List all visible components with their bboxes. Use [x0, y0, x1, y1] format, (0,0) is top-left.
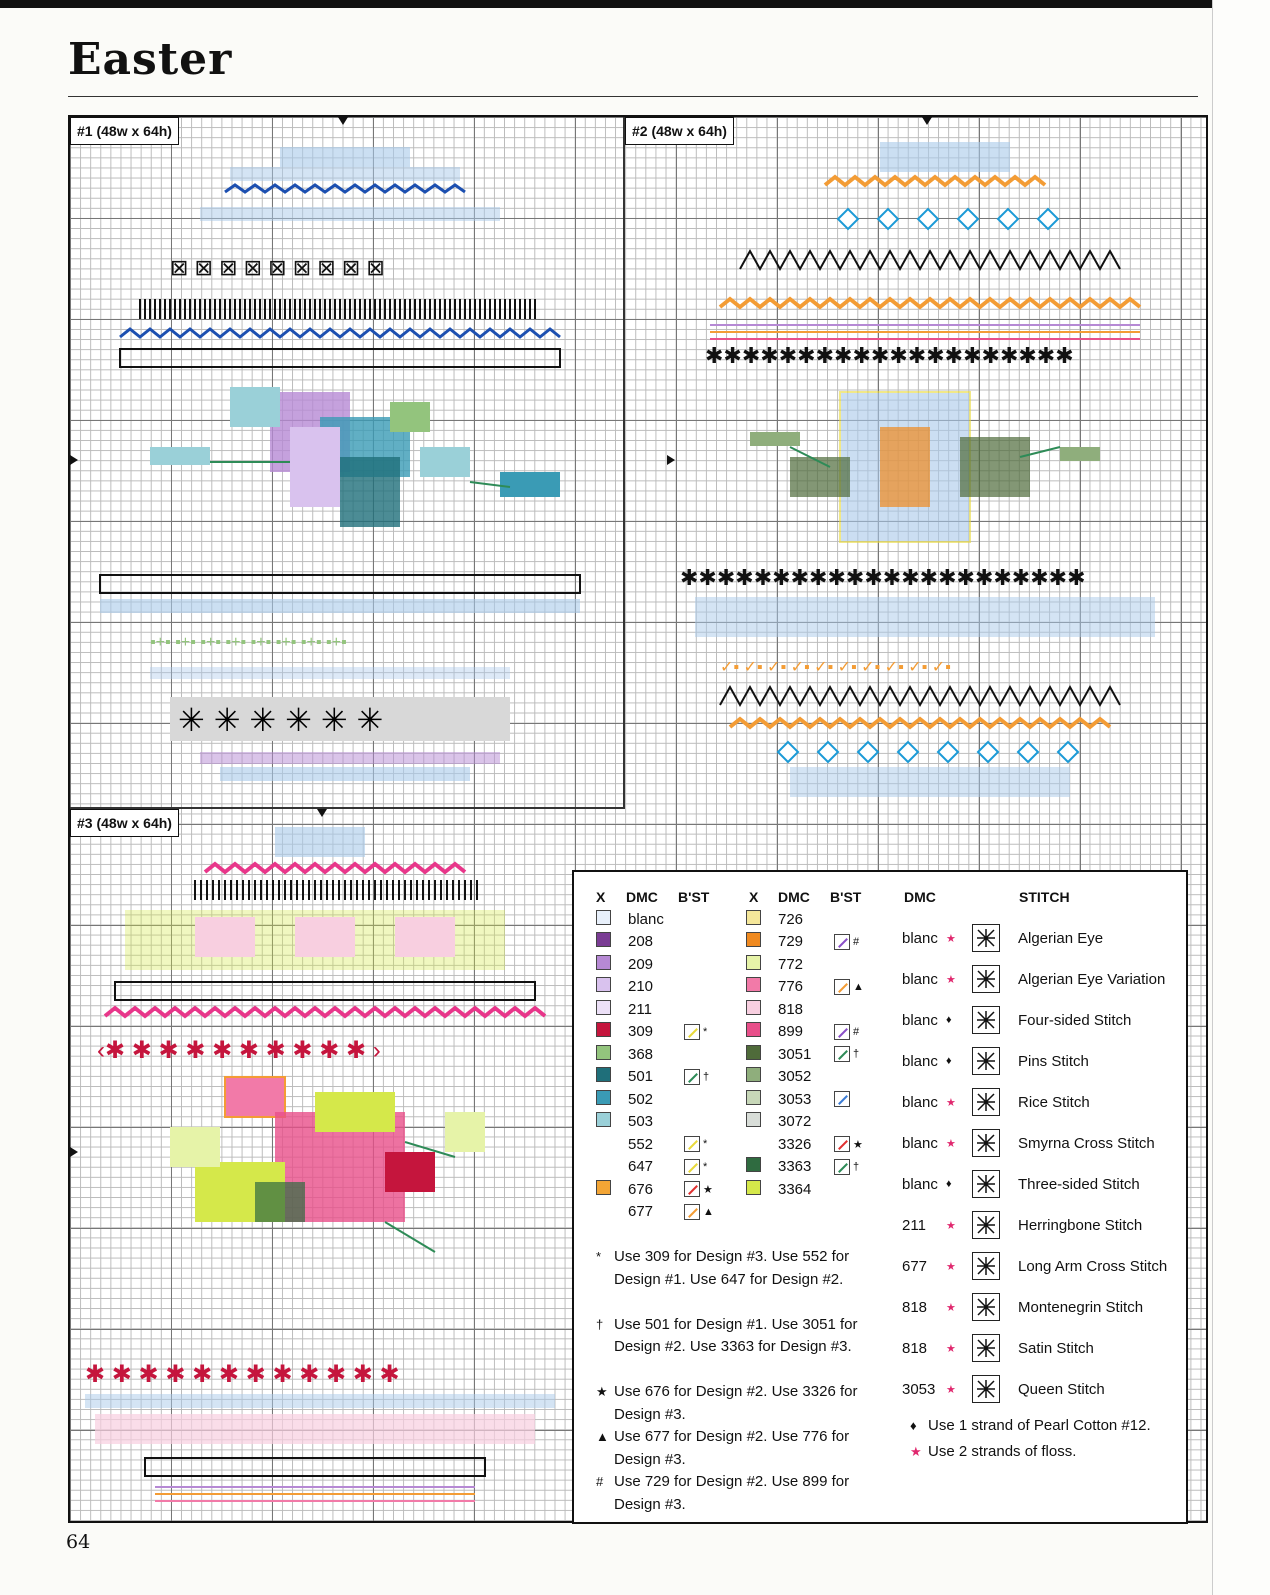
- key-row: [746, 953, 834, 975]
- stitch-symbol: ★: [946, 1342, 956, 1355]
- backstitch-swatch: [684, 1069, 700, 1085]
- key-row: [596, 931, 684, 953]
- color-swatch: [596, 1180, 611, 1195]
- center-arrow-3-side: [70, 1147, 78, 1157]
- key-row: [596, 1021, 707, 1043]
- swatch-cell: [596, 1180, 628, 1199]
- dmc-number: 503: [628, 1113, 654, 1130]
- key-row: [596, 998, 684, 1020]
- footnote: [596, 1381, 874, 1426]
- stitch-dmc: 3053: [902, 1380, 936, 1398]
- herringbone-stitch-icon: [972, 1211, 1000, 1239]
- dmc-number: 209: [628, 955, 654, 973]
- key-row: [746, 1066, 834, 1088]
- stitch-row: [902, 1084, 1090, 1120]
- dmc-number: 818: [778, 1000, 804, 1018]
- top-border: [0, 0, 1270, 8]
- svg-text:‹✱ ✱ ✱ ✱ ✱ ✱ ✱ ✱ ✱ ✱ ›: ‹✱ ✱ ✱ ✱ ✱ ✱ ✱ ✱ ✱ ✱ ›: [97, 1037, 381, 1064]
- four-sided-stitch-icon: [972, 1006, 1000, 1034]
- footnote-symbol: †: [596, 1316, 604, 1332]
- color-swatch: [746, 932, 761, 947]
- backstitch-symbol: ▲: [853, 980, 864, 993]
- key-header-x1: X: [596, 889, 606, 905]
- key-row: [596, 1111, 684, 1133]
- color-swatch: [596, 955, 611, 970]
- dmc-number: 772: [778, 955, 804, 973]
- swatch-cell: [596, 977, 628, 996]
- swatch-cell: [596, 1112, 628, 1131]
- swatch-cell: [746, 977, 778, 996]
- footnote-symbol: ★: [596, 1384, 608, 1399]
- backstitch-swatch: [684, 1136, 700, 1152]
- footnote: [596, 1471, 874, 1516]
- swatch-cell: [746, 910, 778, 929]
- stitch-symbol: ★: [946, 932, 956, 945]
- dmc-number: 899: [778, 1023, 804, 1040]
- footnote-symbol: *: [596, 1249, 602, 1264]
- dmc-number: 368: [628, 1045, 654, 1063]
- color-swatch: [596, 1022, 611, 1037]
- key-header-bst2: B'ST: [830, 889, 862, 905]
- svg-text:⊠ ⊠ ⊠ ⊠ ⊠ ⊠ ⊠ ⊠ ⊠: ⊠ ⊠ ⊠ ⊠ ⊠ ⊠ ⊠ ⊠ ⊠: [170, 255, 385, 280]
- satin-stitch-icon: [972, 1334, 1000, 1362]
- color-swatch: [746, 955, 761, 970]
- swatch-cell: [746, 1112, 778, 1131]
- footnote-symbol: ▲: [596, 1429, 609, 1444]
- backstitch-swatch: [684, 1204, 700, 1220]
- stitch-symbol: ★: [946, 1301, 956, 1314]
- stitch-name: Montenegrin Stitch: [1018, 1298, 1144, 1316]
- stitch-dmc: 818: [902, 1339, 928, 1357]
- backstitch-symbol: ★: [853, 1138, 863, 1151]
- key-row: [746, 931, 859, 953]
- dmc-number: 3051: [778, 1045, 812, 1063]
- footnote-text: Use 729 for Design #2. Use 899 for Design #3.: [614, 1473, 850, 1513]
- svg-text:✱ ✱ ✱ ✱ ✱ ✱ ✱ ✱ ✱ ✱ ✱ ✱: ✱ ✱ ✱ ✱ ✱ ✱ ✱ ✱ ✱ ✱ ✱ ✱: [85, 1361, 400, 1388]
- key-header-dmc2: DMC: [778, 889, 810, 905]
- swatch-cell: [746, 955, 778, 974]
- svg-text:✓▪ ✓▪ ✓▪ ✓▪ ✓▪ ✓▪ ✓▪ ✓▪ ✓▪ ✓▪: ✓▪ ✓▪ ✓▪ ✓▪ ✓▪ ✓▪ ✓▪ ✓▪ ✓▪ ✓▪: [720, 659, 951, 676]
- stitch-row: [902, 1125, 1155, 1161]
- swatch-cell: [596, 910, 628, 929]
- color-swatch: [746, 1000, 761, 1015]
- adjacent-page-edge: [1212, 0, 1270, 1595]
- swatch-cell: [746, 1067, 778, 1086]
- backstitch-symbol: *: [703, 1160, 708, 1173]
- legend-text: Use 1 strand of Pearl Cotton #12.: [928, 1417, 1151, 1434]
- backstitch-swatch: [684, 1159, 700, 1175]
- backstitch-symbol: ★: [703, 1183, 713, 1196]
- stitch-name: Algerian Eye Variation: [1018, 970, 1166, 988]
- center-arrow-2-side: [667, 455, 675, 465]
- svg-text:▪+▪ ▪+▪ ▪+▪ ▪+▪ ▪+▪ ▪+▪: ▪+▪ ▪+▪ ▪+▪ ▪+▪ ▪+▪ ▪+▪ ▪+▪ ▪+▪: [150, 634, 347, 651]
- design-2-label: #2 (48w x 64h): [625, 117, 734, 145]
- algerian-eye-variation-icon: [972, 965, 1000, 993]
- color-swatch: [596, 1000, 611, 1015]
- key-row: [746, 976, 864, 998]
- swatch-cell: [596, 1000, 628, 1019]
- backstitch-symbol: *: [703, 1138, 708, 1150]
- color-swatch: [746, 1022, 761, 1037]
- key-row: [746, 1156, 859, 1178]
- dmc-number: 776: [778, 978, 804, 995]
- center-arrow-1-side: [70, 455, 78, 465]
- design-2-egg-pattern: [680, 127, 1205, 807]
- stitch-dmc: blanc: [902, 1011, 938, 1029]
- design-divider-vertical: [623, 117, 625, 807]
- svg-text:✱✱✱✱✱✱✱✱✱✱✱✱✱✱✱✱✱✱✱✱✱✱: ✱✱✱✱✱✱✱✱✱✱✱✱✱✱✱✱✱✱✱✱✱✱: [680, 565, 1086, 590]
- dmc-number: 501: [628, 1068, 654, 1085]
- key-row: [596, 908, 684, 930]
- stitch-row: [902, 961, 1165, 997]
- key-row: [596, 1043, 684, 1065]
- color-swatch: [746, 1045, 761, 1060]
- backstitch-swatch: [834, 979, 850, 995]
- stitch-dmc: blanc: [902, 970, 938, 988]
- stitch-name: Herringbone Stitch: [1018, 1216, 1143, 1234]
- swatch-cell: [596, 1067, 628, 1086]
- dmc-number: 211: [628, 1000, 652, 1018]
- key-header-bst1: B'ST: [678, 889, 710, 905]
- dmc-number: 729: [778, 933, 804, 950]
- stitch-row: [902, 1207, 1142, 1243]
- swatch-cell: [746, 1157, 778, 1176]
- key-row: [746, 1088, 853, 1110]
- center-arrow-3: [317, 809, 327, 817]
- dmc-number: 502: [628, 1090, 654, 1108]
- stitch-symbol: ♦: [946, 1014, 952, 1026]
- legend-symbol: ★: [910, 1444, 922, 1459]
- backstitch-symbol: †: [853, 1048, 860, 1060]
- stitch-symbol: ★: [946, 973, 956, 986]
- footnote-text: Use 676 for Design #2. Use 3326 for Design #3.: [614, 1383, 858, 1423]
- key-row: [746, 1021, 859, 1043]
- backstitch-swatch: [834, 934, 850, 950]
- stitch-dmc: blanc: [902, 1052, 938, 1070]
- key-header-dmc3: DMC: [904, 889, 936, 905]
- swatch-cell: [746, 1022, 778, 1041]
- color-swatch: [596, 977, 611, 992]
- swatch-cell: [596, 1022, 628, 1041]
- color-swatch: [746, 1067, 761, 1082]
- dmc-number: 726: [778, 910, 804, 928]
- legend-line: [910, 1415, 1151, 1438]
- dmc-number: 3053: [778, 1090, 812, 1108]
- stitch-symbol: ★: [946, 1260, 956, 1273]
- swatch-cell: [596, 955, 628, 974]
- stitch-name: Four-sided Stitch: [1018, 1011, 1132, 1029]
- swatch-cell: [746, 932, 778, 951]
- svg-text:✱✱✱✱✱✱✱✱✱✱✱✱✱✱✱✱✱✱✱✱: ✱✱✱✱✱✱✱✱✱✱✱✱✱✱✱✱✱✱✱✱: [705, 343, 1074, 368]
- svg-text:✳ ✳ ✳ ✳ ✳ ✳: ✳ ✳ ✳ ✳ ✳ ✳: [178, 702, 384, 738]
- design-3-egg-pattern: [85, 822, 605, 1512]
- legend-line: [910, 1441, 1077, 1464]
- color-swatch: [746, 1157, 761, 1172]
- backstitch-symbol: #: [853, 935, 860, 948]
- stitch-name: Long Arm Cross Stitch: [1018, 1257, 1168, 1275]
- key-row: [596, 953, 684, 975]
- color-swatch: [596, 1090, 611, 1105]
- stitch-row: [902, 1330, 1094, 1366]
- backstitch-swatch: [834, 1024, 850, 1040]
- design-3-label: #3 (48w x 64h): [70, 809, 179, 837]
- stitch-symbol: ♦: [946, 1178, 952, 1190]
- dmc-number: 3364: [778, 1180, 812, 1198]
- montenegrin-stitch-icon: [972, 1293, 1000, 1321]
- dmc-number: blanc: [628, 910, 664, 928]
- swatch-cell: [746, 1180, 778, 1199]
- key-row: [596, 1066, 709, 1088]
- stitch-symbol: ★: [946, 1219, 956, 1232]
- swatch-cell: [746, 1045, 778, 1064]
- dmc-number: 3363: [778, 1158, 812, 1175]
- backstitch-symbol: *: [703, 1025, 708, 1038]
- long-arm-cross-stitch-icon: [972, 1252, 1000, 1280]
- stitch-row: [902, 1043, 1089, 1079]
- swatch-cell: [596, 932, 628, 951]
- color-swatch: [746, 910, 761, 925]
- dmc-number: 552: [628, 1135, 654, 1153]
- stitch-dmc: blanc: [902, 1175, 938, 1193]
- footnote-text: Use 309 for Design #3. Use 552 for Design #1. Use 647 for Design #2.: [614, 1248, 850, 1288]
- stitch-name: Three-sided Stitch: [1018, 1175, 1140, 1193]
- stitch-symbol: ★: [946, 1137, 956, 1150]
- backstitch-swatch: [684, 1024, 700, 1040]
- stitch-dmc: 818: [902, 1298, 928, 1316]
- swatch-cell: [596, 1045, 628, 1064]
- center-arrow-2: [922, 117, 932, 125]
- key-row: [746, 998, 834, 1020]
- key-row: [596, 1178, 713, 1200]
- queen-stitch-icon: [972, 1375, 1000, 1403]
- color-swatch: [596, 1045, 611, 1060]
- key-row: [596, 1133, 707, 1155]
- key-row: [596, 976, 684, 998]
- color-swatch: [596, 1112, 611, 1127]
- smyrna-cross-stitch-icon: [972, 1129, 1000, 1157]
- stitch-name: Queen Stitch: [1018, 1380, 1105, 1398]
- stitch-row: [902, 1371, 1105, 1407]
- backstitch-symbol: †: [853, 1160, 860, 1173]
- dmc-number: 677: [628, 1203, 654, 1220]
- stitch-row: [902, 1289, 1143, 1325]
- footnote-symbol: #: [596, 1474, 604, 1489]
- dmc-number: 309: [628, 1023, 654, 1040]
- title-rule: [68, 96, 1198, 97]
- color-swatch: [746, 1090, 761, 1105]
- swatch-cell: [596, 1090, 628, 1109]
- key-header-dmc1: DMC: [626, 889, 658, 905]
- key-row: [746, 1111, 834, 1133]
- color-key: [572, 870, 1188, 1524]
- design-1-egg-pattern: [90, 127, 610, 807]
- footnote: [596, 1246, 874, 1291]
- stitch-symbol: ★: [946, 1383, 956, 1396]
- dmc-number: 3072: [778, 1113, 812, 1130]
- stitch-dmc: blanc: [902, 1093, 938, 1111]
- stitch-dmc: 677: [902, 1257, 928, 1275]
- footnote: [596, 1314, 874, 1359]
- key-row: [746, 1043, 859, 1065]
- stitch-row: [902, 1248, 1167, 1284]
- rice-stitch-icon: [972, 1088, 1000, 1116]
- three-sided-stitch-icon: [972, 1170, 1000, 1198]
- design-1-label: #1 (48w x 64h): [70, 117, 179, 145]
- stitch-name: Rice Stitch: [1018, 1093, 1090, 1111]
- color-swatch: [596, 1067, 611, 1082]
- backstitch-symbol: #: [853, 1025, 860, 1038]
- swatch-cell: [746, 1000, 778, 1019]
- footnote-text: Use 677 for Design #2. Use 776 for Design #3.: [614, 1428, 850, 1468]
- stitch-dmc: 211: [902, 1216, 926, 1234]
- color-swatch: [746, 977, 761, 992]
- key-header-stitch: STITCH: [1019, 889, 1070, 905]
- stitch-name: Smyrna Cross Stitch: [1018, 1134, 1155, 1152]
- stitch-symbol: ♦: [946, 1055, 952, 1067]
- dmc-number: 3052: [778, 1068, 812, 1085]
- stitch-name: Pins Stitch: [1018, 1052, 1089, 1070]
- key-row: [746, 1133, 863, 1155]
- dmc-number: 647: [628, 1158, 654, 1175]
- swatch-cell: [746, 1090, 778, 1109]
- footnote: [596, 1426, 874, 1471]
- dmc-number: 208: [628, 933, 654, 950]
- stitch-row: [902, 920, 1103, 956]
- backstitch-symbol: †: [703, 1070, 710, 1083]
- algerian-eye-icon: [972, 924, 1000, 952]
- key-row: [746, 908, 834, 930]
- legend-text: Use 2 strands of floss.: [928, 1443, 1077, 1460]
- key-row: [596, 1088, 684, 1110]
- color-swatch: [596, 910, 611, 925]
- backstitch-symbol: ▲: [703, 1205, 714, 1218]
- color-swatch: [596, 932, 611, 947]
- stitch-symbol: ★: [946, 1096, 956, 1109]
- backstitch-swatch: [834, 1046, 850, 1062]
- backstitch-swatch: [834, 1136, 850, 1152]
- legend-symbol: ♦: [910, 1418, 917, 1433]
- stitch-dmc: blanc: [902, 1134, 938, 1152]
- page-number: 64: [66, 1531, 91, 1553]
- stitch-row: [902, 1002, 1131, 1038]
- backstitch-swatch: [834, 1159, 850, 1175]
- stitch-dmc: blanc: [902, 929, 938, 947]
- dmc-number: 3326: [778, 1135, 812, 1153]
- color-swatch: [746, 1180, 761, 1195]
- page-title: Easter: [68, 34, 233, 85]
- backstitch-swatch: [684, 1181, 700, 1197]
- center-arrow-1: [338, 117, 348, 125]
- pins-stitch-icon: [972, 1047, 1000, 1075]
- dmc-number: 210: [628, 978, 654, 995]
- backstitch-swatch: [834, 1091, 850, 1107]
- dmc-number: 676: [628, 1180, 654, 1198]
- stitch-name: Satin Stitch: [1018, 1339, 1094, 1357]
- footnote-text: Use 501 for Design #1. Use 3051 for Design #2. Use 3363 for Design #3.: [614, 1315, 858, 1355]
- color-swatch: [746, 1112, 761, 1127]
- key-header-x2: X: [749, 889, 759, 905]
- key-row: [596, 1201, 714, 1223]
- stitch-name: Algerian Eye: [1018, 929, 1104, 947]
- key-row: [596, 1156, 707, 1178]
- stitch-row: [902, 1166, 1140, 1202]
- key-row: [746, 1178, 834, 1200]
